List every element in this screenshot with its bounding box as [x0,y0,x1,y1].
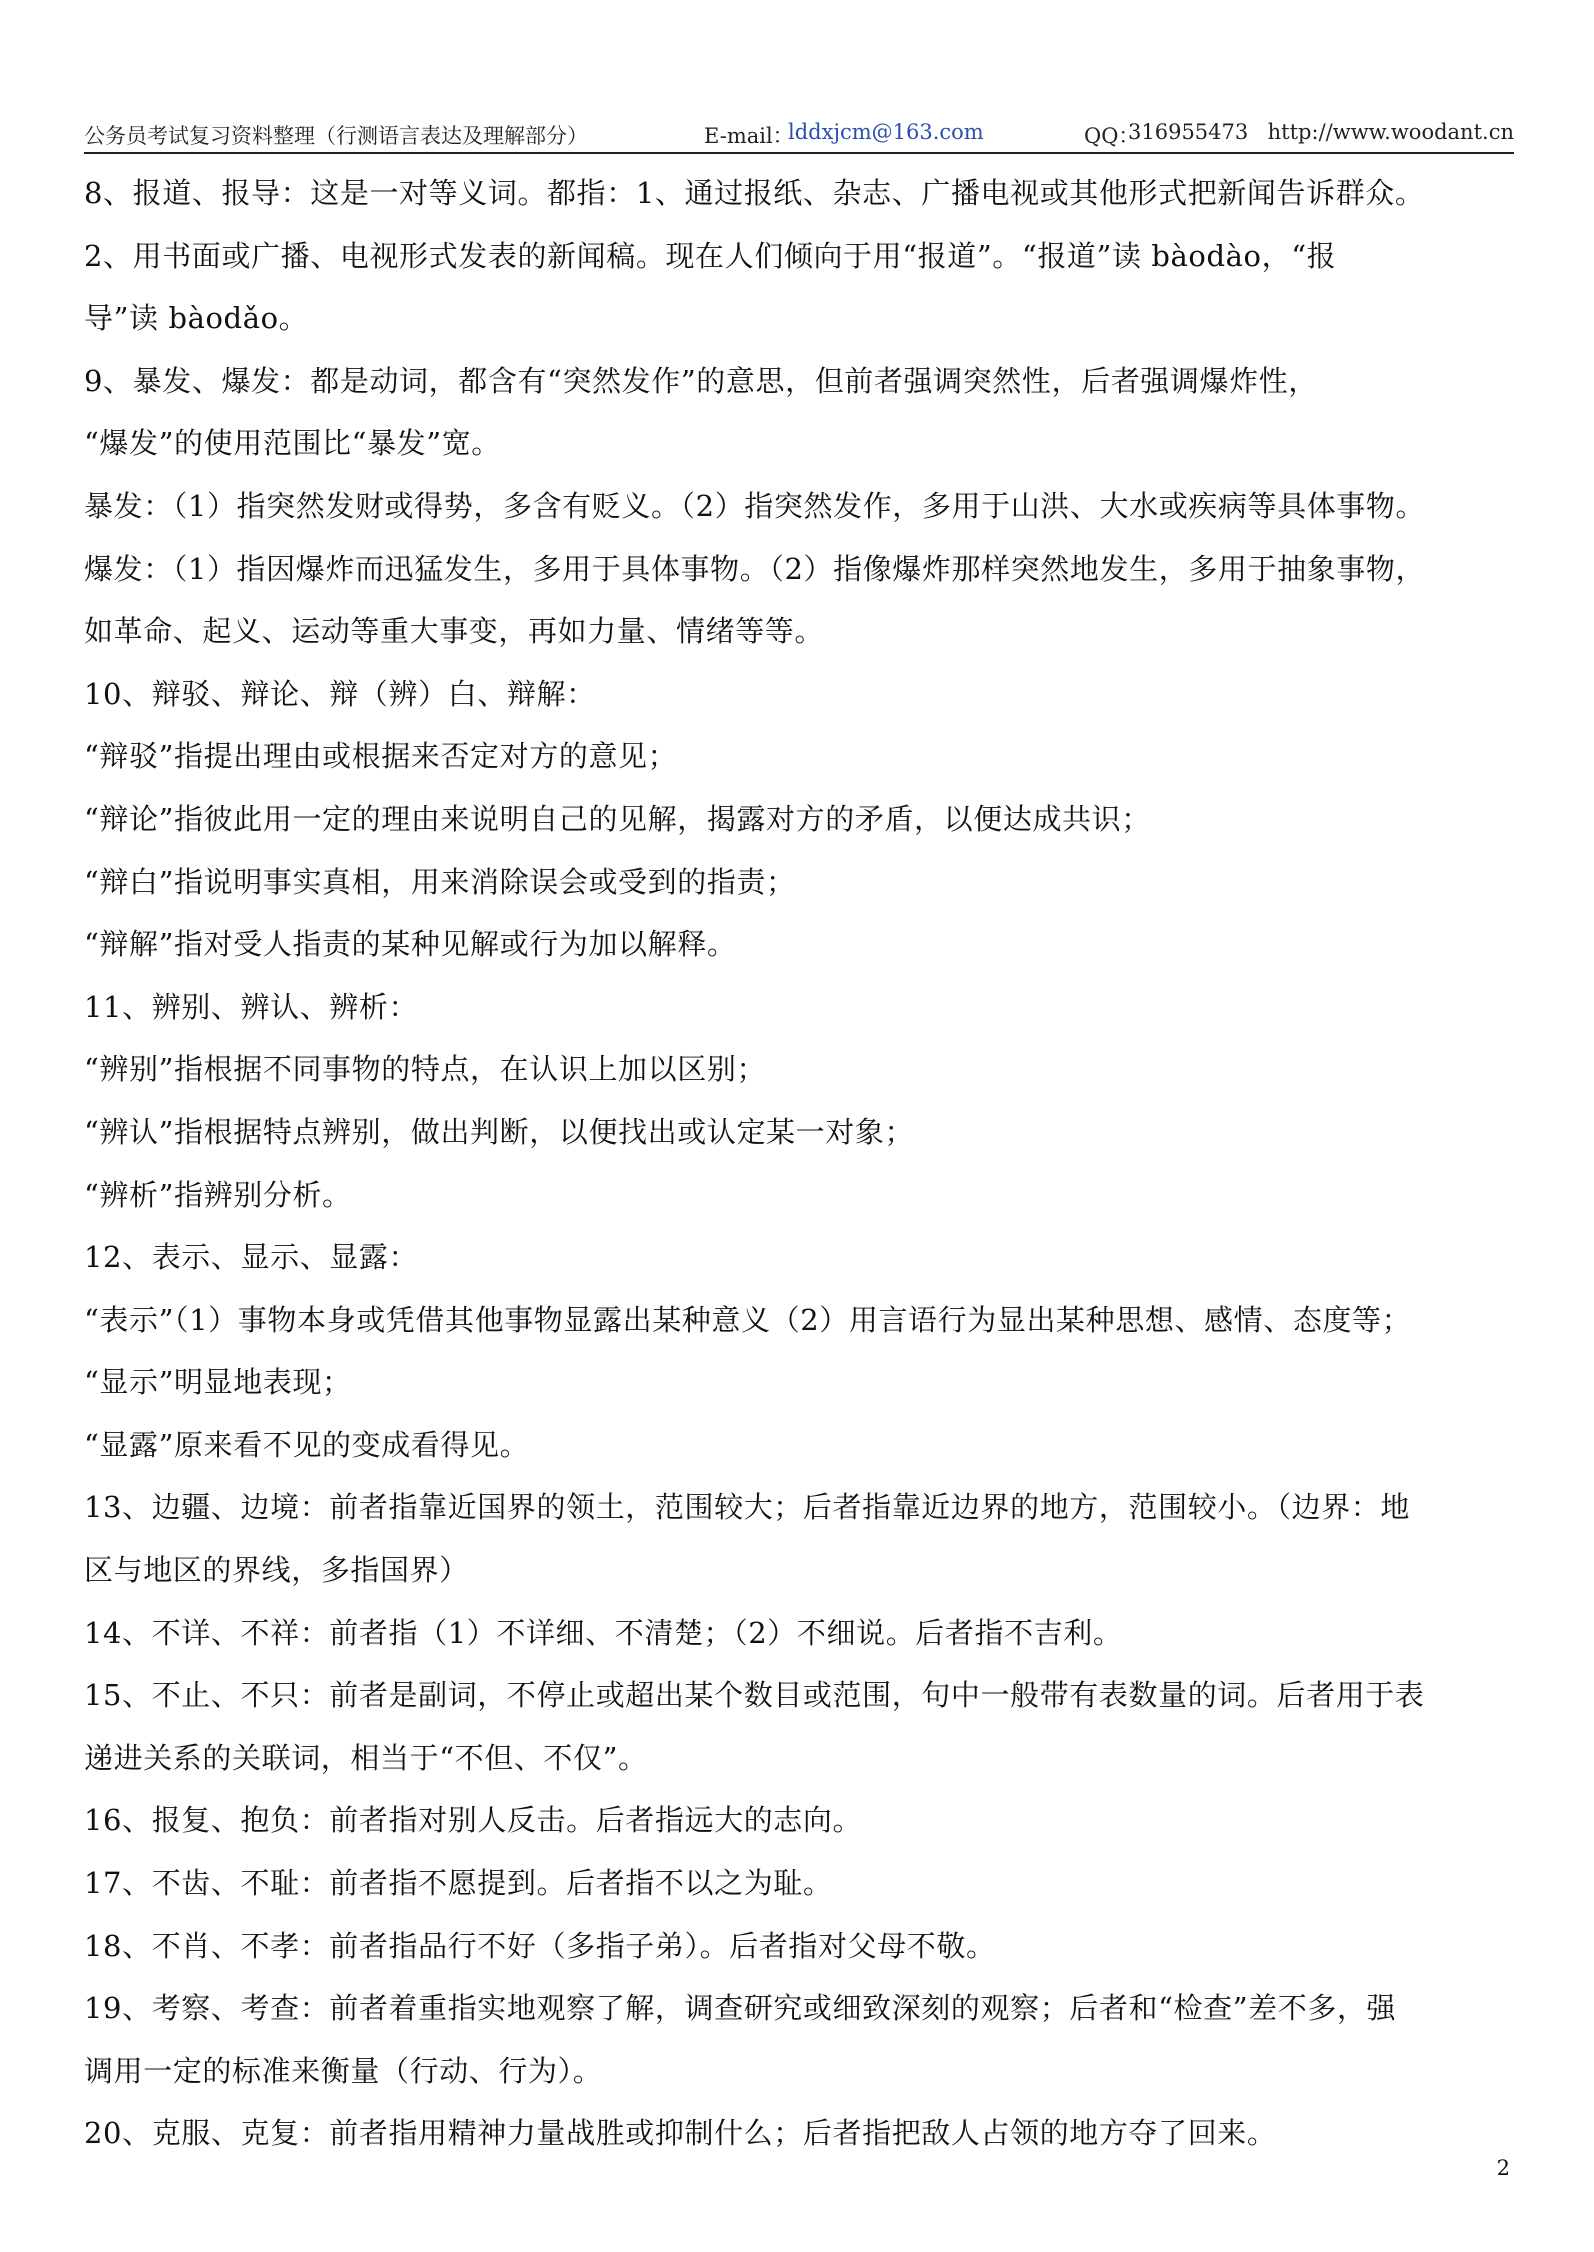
text-line: “辩驳”指提出理由或根据来否定对方的意见； [84,739,678,774]
text-line: 12、表示、显示、显露： [84,1240,419,1275]
header-email-label: E-mail： [704,124,794,148]
text-line: “爆发”的使用范围比“暴发”宽。 [84,426,501,461]
text-line: “辨认”指根据特点辨别，做出判断，以便找出或认定某一对象； [84,1114,915,1149]
header-qq-label: QQ： [1084,124,1140,148]
text-line: “辩论”指彼此用一定的理由来说明自己的见解，揭露对方的矛盾，以便达成共识； [84,801,1151,836]
text-line: 19、考察、考查：前者着重指实地观察了解，调查研究或细致深刻的观察；后者和“检查”差不多，强 [84,1991,1397,2026]
text-line: 8、报道、报导：这是一对等义词。都指：1、通过报纸、杂志、广播电视或其他形式把新闻告诉群众。 [84,176,1425,210]
text-line: “辩解”指对受人指责的某种见解或行为加以解释。 [84,927,737,962]
header-email-link[interactable]: lddxjcm@163.com [788,120,984,144]
text-line: 11、辨别、辨认、辨析： [84,989,419,1024]
text-line: 16、报复、抱负：前者指对别人反击。后者指远大的志向。 [84,1803,863,1838]
text-line: 15、不止、不只：前者是副词，不停止或超出某个数目或范围，句中一般带有表数量的词。后者用于表 [84,1678,1425,1713]
text-line: “辩白”指说明事实真相，用来消除误会或受到的指责； [84,864,796,899]
text-line: 9、暴发、爆发：都是动词，都含有“突然发作”的意思，但前者强调突然性，后者强调爆炸性， [84,363,1318,398]
page-header [84,118,1514,154]
document-body [84,162,1518,2165]
text-line: 18、不肖、不孝：前者指品行不好（多指子弟）。后者指对父母不敬。 [84,1928,996,1963]
text-line: 20、克服、克复：前者指用精神力量战胜或抑制什么；后者指把敌人占领的地方夺了回来。 [84,2116,1277,2151]
text-line: 区与地区的界线，多指国界） [84,1553,469,1588]
text-line: 如革命、起义、运动等重大事变，再如力量、情绪等等。 [84,614,825,649]
text-line: 14、不详、不祥：前者指（1）不详细、不清楚；（2）不细说。后者指不吉利。 [84,1615,1123,1650]
text-line: 爆发：（1）指因爆炸而迅猛发生，多用于具体事物。（2）指像爆炸那样突然地发生，多用于抽象事物， [84,551,1426,586]
text-line: “表示”（1）事物本身或凭借其他事物显露出某种意义（2）用言语行为显出某种思想、感情、态度等； [84,1302,1412,1337]
text-line: 2、用书面或广播、电视形式发表的新闻稿。现在人们倾向于用“报道”。“报道”读 bàodào，“报 [84,238,1337,273]
text-line: 递进关系的关联词，相当于“不但、不仅”。 [84,1740,648,1775]
text-line: 13、边疆、边境：前者指靠近国界的领土，范围较大；后者指靠近边界的地方，范围较小。（边界：地 [84,1490,1411,1525]
page-number: 2 [1496,2156,1510,2180]
text-line: 暴发：（1）指突然发财或得势，多含有贬义。（2）指突然发作，多用于山洪、大水或疾病等具体事物。 [84,488,1426,523]
text-line: 17、不齿、不耻：前者指不愿提到。后者指不以之为耻。 [84,1866,833,1901]
text-line: “显露”原来看不见的变成看得见。 [84,1427,530,1462]
header-qq-number: 316955473 [1128,120,1249,144]
text-line: 10、辩驳、辩论、辩（辨）白、辩解： [84,676,596,711]
header-website-url: http://www.woodant.cn [1267,120,1514,144]
header-title: 公务员考试复习资料整理（行测语言表达及理解部分） [84,124,588,148]
text-line: 导”读 bàodǎo。 [84,301,309,336]
text-line: “辨别”指根据不同事物的特点，在认识上加以区别； [84,1052,767,1087]
text-line: “显示”明显地表现； [84,1365,352,1400]
text-line: “辨析”指辨别分析。 [84,1177,352,1212]
text-line: 调用一定的标准来衡量（行动、行为）。 [84,2053,603,2088]
